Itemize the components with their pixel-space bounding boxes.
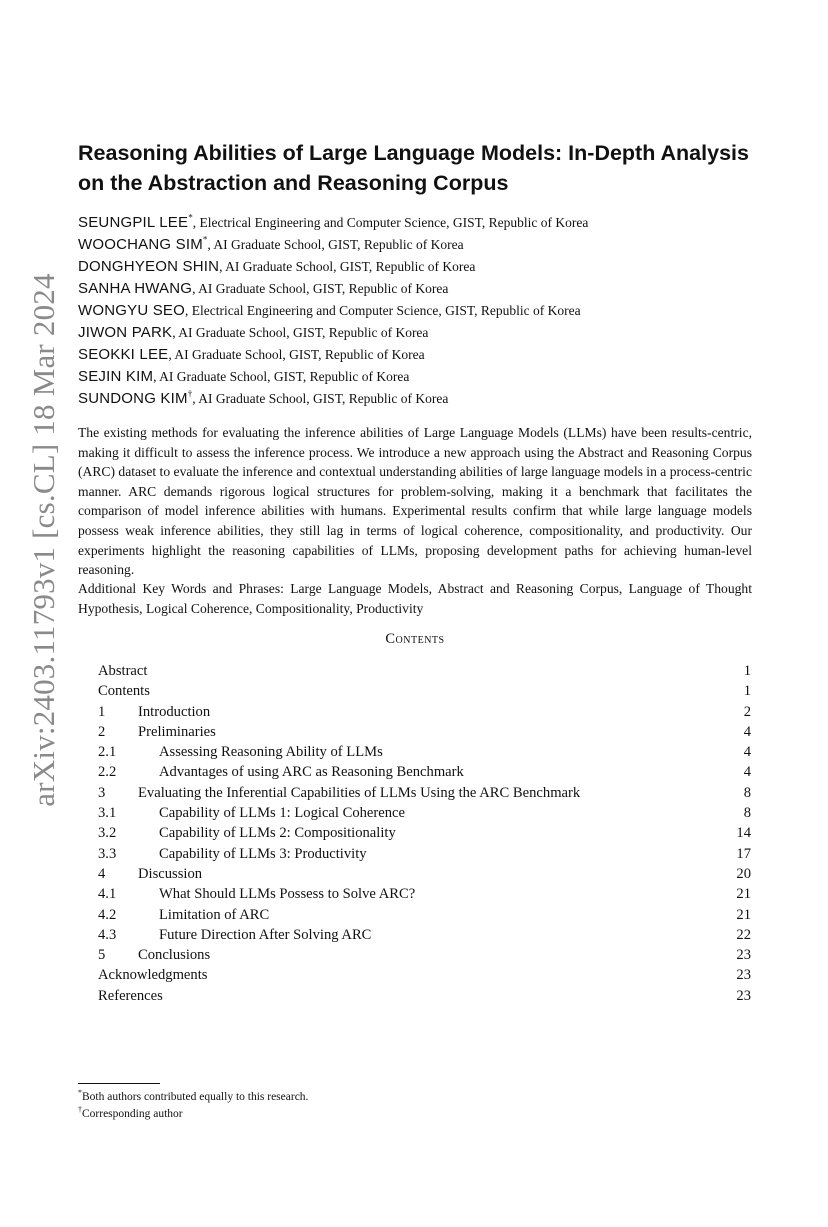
author-affiliation: , AI Graduate School, GIST, Republic of Korea (192, 391, 449, 406)
author-name: WOOCHANG SIM (78, 236, 203, 253)
toc-entry-label[interactable]: Future Direction After Solving ARC (159, 926, 372, 943)
toc-entry[interactable] (98, 803, 751, 823)
toc-entry[interactable] (98, 986, 751, 1006)
footnote-rule (78, 1083, 160, 1084)
toc-entry-label[interactable]: Discussion (138, 865, 203, 882)
toc-entry[interactable] (98, 661, 751, 681)
author-name: SANHA HWANG (78, 280, 193, 297)
toc-entry-label[interactable]: Capability of LLMs 1: Logical Coherence (159, 805, 405, 822)
toc-entry-label[interactable]: What Should LLMs Possess to Solve ARC? (159, 886, 416, 903)
author-entry (78, 234, 778, 256)
toc-section-number: 3 (98, 784, 106, 801)
author-footnote-mark: * (188, 212, 193, 223)
keywords: Additional Key Words and Phrases: Large Language Models, Abstract and Reasoning Corpus, Language of Thought Hypothesis, Logical Coherence, Compositionality, Productivity (78, 581, 752, 616)
author-entry (78, 212, 778, 234)
arxiv-sidebar (0, 0, 80, 1227)
toc-page-number: 23 (736, 967, 751, 984)
toc-page-number: 8 (743, 784, 751, 801)
table-of-contents (98, 661, 751, 1006)
toc-section-number: 1 (98, 703, 106, 720)
toc-entry[interactable] (98, 823, 751, 843)
toc-section-number: 3.2 (98, 825, 117, 842)
toc-page-number: 20 (736, 865, 751, 882)
toc-section-number: 2.1 (98, 744, 117, 761)
author-entry (78, 322, 778, 344)
author-list (78, 212, 778, 410)
toc-page-number: 2 (743, 703, 751, 720)
toc-entry[interactable] (98, 965, 751, 985)
toc-page-number: 4 (743, 723, 751, 740)
toc-entry[interactable] (98, 884, 751, 904)
author-name: JIWON PARK (78, 324, 173, 341)
toc-section-number: 4 (98, 865, 106, 882)
toc-section-number: 4.3 (98, 926, 117, 943)
toc-entry[interactable] (98, 742, 751, 762)
toc-section-number: 2 (98, 723, 106, 740)
arxiv-identifier: arXiv:2403.11793v1 [cs.CL] 18 Mar 2024 (26, 273, 61, 807)
toc-entry-label[interactable]: Acknowledgments (98, 967, 208, 984)
author-affiliation: , AI Graduate School, GIST, Republic of Korea (207, 237, 464, 252)
toc-page-number: 4 (743, 764, 751, 781)
toc-entry-label[interactable]: Assessing Reasoning Ability of LLMs (159, 744, 383, 761)
toc-entry-label[interactable]: Capability of LLMs 2: Compositionality (159, 825, 396, 842)
author-affiliation: , AI Graduate School, GIST, Republic of Korea (219, 259, 476, 274)
toc-entry[interactable] (98, 945, 751, 965)
footnote-text: Both authors contributed equally to this research. (82, 1091, 309, 1103)
footnotes (78, 1089, 758, 1123)
author-affiliation: , AI Graduate School, GIST, Republic of Korea (192, 281, 449, 296)
author-footnote-mark: * (202, 234, 208, 245)
author-affiliation: , AI Graduate School, GIST, Republic of Korea (168, 347, 425, 362)
toc-entry[interactable] (98, 783, 751, 803)
author-affiliation: , Electrical Engineering and Computer Science, GIST, Republic of Korea (192, 215, 589, 230)
author-name: DONGHYEON SHIN (78, 258, 220, 275)
toc-page-number: 8 (743, 805, 751, 822)
paper-title: Reasoning Abilities of Large Language Models: In-Depth Analysis on the Abstraction and Reasoning Corpus (78, 141, 749, 195)
author-name: SUNDONG KIM (78, 390, 188, 407)
toc-entry[interactable] (98, 905, 751, 925)
contents-heading: Contents (385, 631, 445, 647)
toc-entry[interactable] (98, 702, 751, 722)
toc-section-number: 2.2 (98, 764, 117, 781)
toc-entry-label[interactable]: Advantages of using ARC as Reasoning Benchmark (159, 764, 464, 781)
author-affiliation: , Electrical Engineering and Computer Science, GIST, Republic of Korea (185, 303, 581, 318)
toc-page-number: 23 (736, 947, 751, 964)
toc-entry[interactable] (98, 722, 751, 742)
toc-page-number: 22 (736, 926, 751, 943)
toc-entry[interactable] (98, 844, 751, 864)
author-name: SEJIN KIM (78, 368, 154, 385)
toc-entry[interactable] (98, 925, 751, 945)
toc-section-number: 4.2 (98, 906, 117, 923)
author-name: SEOKKI LEE (78, 346, 169, 363)
author-entry (78, 366, 778, 388)
toc-entry[interactable] (98, 681, 751, 701)
toc-section-number: 3.1 (98, 805, 117, 822)
toc-page-number: 21 (736, 886, 751, 903)
author-entry (78, 278, 778, 300)
author-footnote-mark: † (187, 388, 193, 399)
author-entry (78, 344, 778, 366)
toc-entry-label[interactable]: Limitation of ARC (159, 906, 270, 923)
author-affiliation: , AI Graduate School, GIST, Republic of Korea (153, 369, 410, 384)
toc-section-number: 3.3 (98, 845, 117, 862)
toc-entry-label[interactable]: Capability of LLMs 3: Productivity (159, 845, 367, 862)
author-entry (78, 256, 778, 278)
toc-section-number: 5 (98, 947, 106, 964)
author-name: WONGYU SEO (78, 302, 186, 319)
toc-page-number: 14 (736, 825, 751, 842)
toc-entry-label[interactable]: Preliminaries (138, 723, 216, 740)
toc-entry[interactable] (98, 864, 751, 884)
toc-entry-label[interactable]: Abstract (98, 663, 148, 679)
toc-entry-label[interactable]: Introduction (138, 703, 211, 720)
footnote-mark: * (78, 1088, 82, 1098)
toc-entry-label[interactable]: Conclusions (138, 947, 211, 964)
toc-page-number: 1 (743, 683, 751, 700)
toc-page-number: 1 (743, 663, 751, 679)
toc-page-number: 17 (736, 845, 751, 862)
author-entry (78, 388, 778, 410)
footnote-text: Corresponding author (82, 1108, 183, 1120)
author-entry (78, 300, 778, 322)
author-affiliation: , AI Graduate School, GIST, Republic of Korea (172, 325, 429, 340)
toc-page-number: 21 (736, 906, 751, 923)
footnote (78, 1106, 758, 1123)
toc-entry-label[interactable]: Evaluating the Inferential Capabilities of LLMs Using the ARC Benchmark (138, 784, 581, 801)
abstract: The existing methods for evaluating the inference abilities of Large Language Models (LLMs) have been results-centric, making it difficult to assess the inference process. We introduce a new approach using the Abstract and Reasoning Corpus (ARC) dataset to evaluate the inference and contextual understanding abilities of large language models in a process-centric manner. ARC demands rigorous logical structures for problem-solving, making it a benchmark that facilitates the comparison of model inference abilities with humans. Experimental results confirm that while large language models possess weak inference abilities, they still lag in terms of logical coherence, compositionality, and productivity. Our experiments highlight the reasoning capabilities of LLMs, proposing development paths for achieving human-level reasoning. (78, 425, 752, 578)
toc-entry-label[interactable]: Contents (98, 683, 150, 700)
toc-section-number: 4.1 (98, 886, 117, 903)
toc-entry[interactable] (98, 762, 751, 782)
author-name: SEUNGPIL LEE (78, 214, 189, 231)
toc-page-number: 23 (736, 987, 751, 1004)
footnote (78, 1089, 758, 1106)
toc-entry-label[interactable]: References (98, 987, 163, 1004)
toc-page-number: 4 (743, 744, 751, 761)
footnote-mark: † (78, 1105, 82, 1115)
